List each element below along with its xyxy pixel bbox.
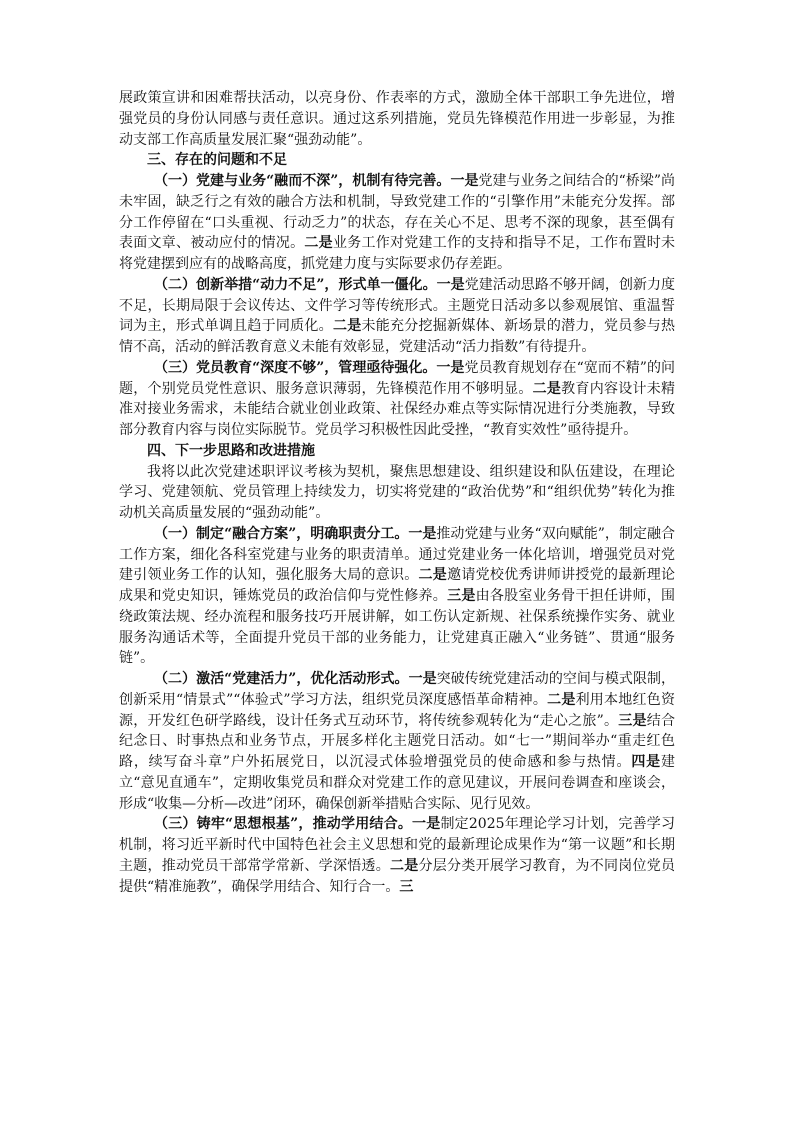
subheading: （二）创新举措“动力不足”，形式单一僵化。 xyxy=(154,276,437,293)
paragraph-intro: 展政策宣讲和困难帮扶活动，以亮身份、作表率的方式，激励全体干部职工争先进位，增强党员的身份认同感与责任意识。通过这系列措施，党员先锋模范作用进一步彰显，为推动支部工作高质量发展汇聚“强劲动能”。 xyxy=(119,90,675,148)
subheading: （三）党员教育“深度不够”，管理亟待强化。 xyxy=(154,359,437,376)
paragraph-measure-3: （三）铸牢“思想根基”，推动学用结合。一是制定2025年理论学习计划，完善学习机制，将习近平新时代中国特色社会主义思想和党的最新理论成果作为“第一议题”和长期主题，推动党员干部常学常新、学深悟透。二是分层分类开展学习教育，为不同岗位党员提供“精准施教”，确保学用结合、知行合一。三 xyxy=(119,816,676,895)
paragraph-measure-2: （二）激活“党建活力”，优化活动形式。一是突破传统党建活动的空间与模式限制，创新采用“情景式”“体验式”学习方法，组织党员深度感悟革命精神。二是利用本地红色资源，开发红色研学路线，设计任务式互动环节，将传统参观转化为“走心之旅”。三是结合纪念日、时事热点和业务节点，开展多样化主题党日活动。如“七一”期间举办“重走红色路，续写奋斗章”户外拓展党日，以沉浸式体验增强党员的使命感和参与热情。四是建立“意见直通车”，定期收集党员和群众对党建工作的意见建议，开展问卷调查和座谈会，形成“收集—分析—改进”闭环，确保创新举措贴合实际、见行见效。 xyxy=(119,671,676,812)
subheading: （三）铸牢“思想根基”，推动学用结合。 xyxy=(154,816,413,833)
paragraph-problem-1: （一）党建与业务“融而不深”，机制有待完善。一是党建与业务之间结合的“桥梁”尚未牢固，缺乏行之有效的融合方法和机制，导致党建工作的“引擎作用”未能充分发挥。部分工作停留在“口头重视、行动乏力”的状态，存在关心不足、思考不深的现象，甚至偶有表面文章、被动应付的情况。二是业务工作对党建工作的支持和指导不足，工作布置时未将党建摆到应有的战略高度，抓党建力度与实际要求仍存差距。 xyxy=(119,173,676,272)
subheading: （一）党建与业务“融而不深”，机制有待完善。 xyxy=(154,173,451,189)
paragraph-next-steps-intro: 我将以此次党建述职评议考核为契机，聚焦思想建设、组织建设和队伍建设，在理论学习、党建领航、党员管理上持续发力，切实将党建的“政治优势”和“组织优势”转化为推动机关高质量发展的“强劲动能”。 xyxy=(119,463,675,521)
document-page xyxy=(119,88,675,897)
subheading: （一）制定“融合方案”，明确职责分工。 xyxy=(154,525,409,542)
section-heading-problems: 三、存在的问题和不足 xyxy=(147,152,287,169)
paragraph-problem-2: （二）创新举措“动力不足”，形式单一僵化。一是党建活动思路不够开阔，创新力度不足，长期局限于会议传达、文件学习等传统形式。主题党日活动多以参观展馆、重温誓词为主，形式单调且趋于同质化。二是未能充分挖掘新媒体、新场景的潜力，党员参与热情不高，活动的鲜活教育意义未能有效彰显，党建活动“活力指数”有待提升。 xyxy=(119,276,676,355)
paragraph-measure-1: （一）制定“融合方案”，明确职责分工。一是推动党建与业务“双向赋能”，制定融合工作方案，细化各科室党建与业务的职责清单。通过党建业务一体化培训，增强党员对党建引领业务工作的认知，强化服务大局的意识。二是邀请党校优秀讲师讲授党的最新理论成果和党史知识，锤炼党员的政治信仰与党性修养。三是由各股室业务骨干担任讲师，围绕政策法规、经办流程和服务技巧开展讲解，如工伤认定新规、社保系统操作实务、就业服务沟通话术等，全面提升党员干部的业务能力，让党建真正融入“业务链”、贯通“服务链”。 xyxy=(119,525,676,667)
subheading: （二）激活“党建活力”，优化活动形式。 xyxy=(154,671,409,687)
paragraph-problem-3: （三）党员教育“深度不够”，管理亟待强化。一是党员教育规划存在“宽而不精”的问题，个别党员党性意识、服务意识薄弱，先锋模范作用不够明显。二是教育内容设计未精准对接业务需求，未能结合就业创业政策、社保经办难点等实际情况进行分类施教，导致部分教育内容与岗位实际脱节。党员学习积极性因此受挫，“教育实效性”亟待提升。 xyxy=(119,359,676,438)
section-heading-next-steps: 四、下一步思路和改进措施 xyxy=(147,442,315,459)
